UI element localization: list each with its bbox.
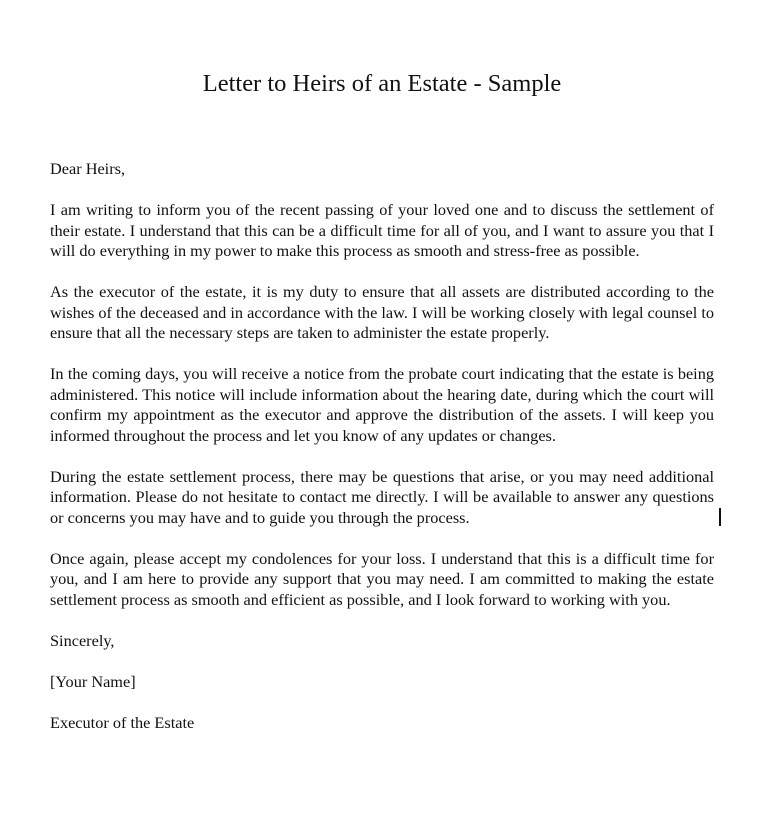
paragraph-2: As the executor of the estate, it is my duty to ensure that all assets are distributed according to the wishes of the deceased and in accordance with the law. I will be working closely with legal counsel to ensure that all the necessary steps are taken to administer the estate properly. [50, 282, 715, 342]
paragraph-4: During the estate settlement process, there may be questions that arise, or you may need additional information. Please do not hesitate to contact me directly. I will be available to answer any questions or concerns you may have and to guide you through the process. [50, 466, 714, 527]
signature-title: Executor of the Estate [50, 712, 195, 732]
text-cursor [719, 508, 721, 526]
closing: Sincerely, [50, 630, 115, 650]
paragraph-3: In the coming days, you will receive a notice from the probate court indicating that the estate is being administered. This notice will include information about the hearing date, during which the court will confirm my appointment as the executor and approve the distribution of the assets. I will keep you informed throughout the process and let you know of any updates or changes. [50, 364, 714, 445]
letter-body[interactable] [50, 159, 714, 754]
document-title: Letter to Heirs of an Estate - Sample [202, 70, 562, 97]
paragraph-1: I am writing to inform you of the recent passing of your loved one and to discuss the settlement of their estate. I understand that this can be a difficult time for all of you, and I want to assure you that I will do everything in my power to make this process as smooth and stress-free as possible. [50, 200, 714, 260]
signature-name: [Your Name] [50, 671, 136, 691]
paragraph-5: Once again, please accept my condolences for your loss. I understand that this is a difficult time for you, and I am here to provide any support that you may need. I am committed to making the estate settlement process as smooth and efficient as possible, and I look forward to working with you. [50, 548, 714, 609]
salutation: Dear Heirs, [50, 159, 126, 178]
